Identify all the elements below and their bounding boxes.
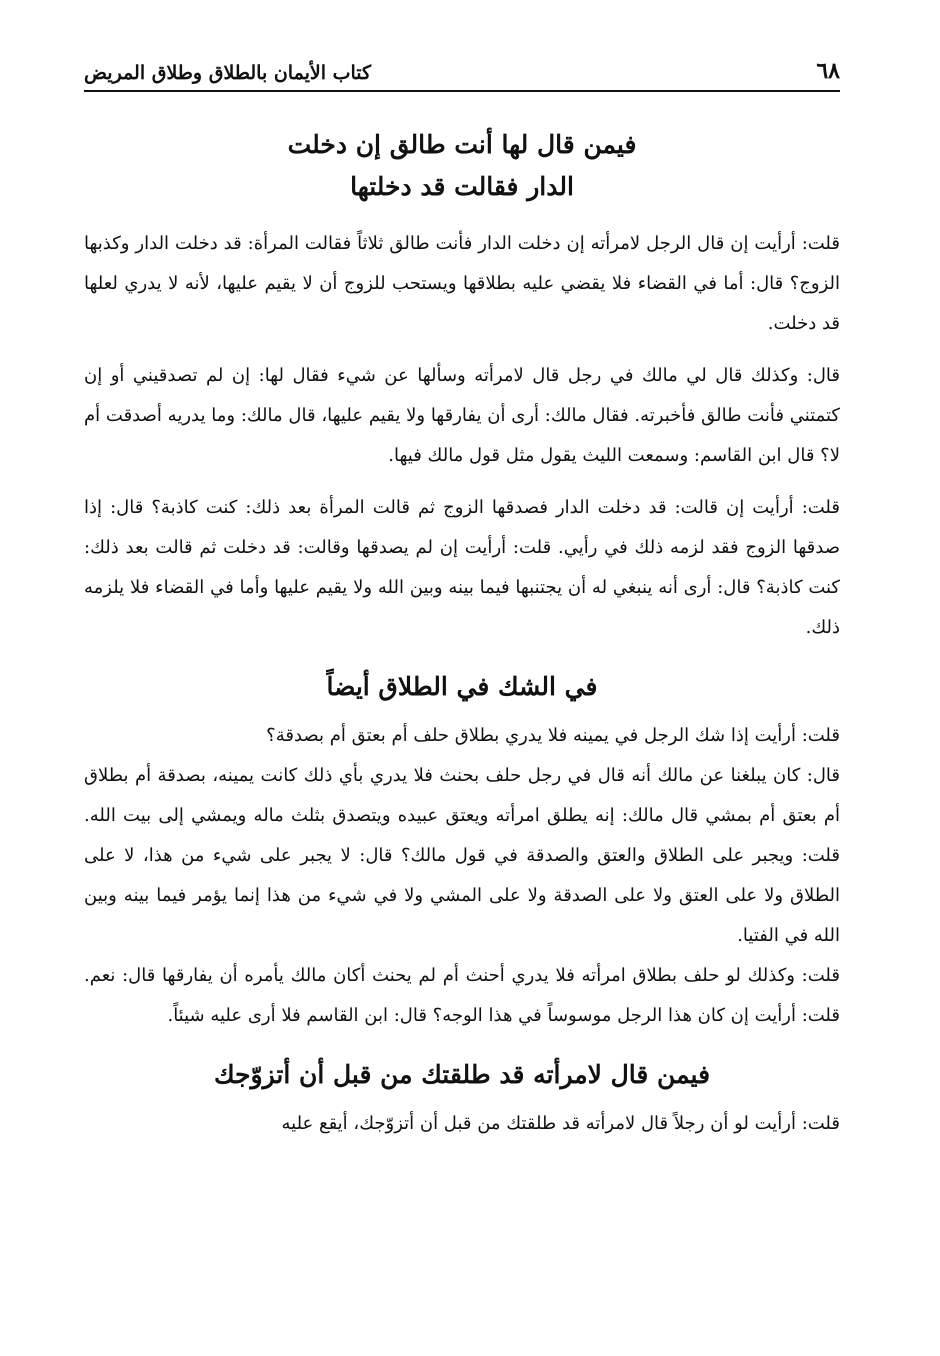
section-heading — [84, 666, 840, 708]
paragraph: قلت: أرأيت إن قالت: قد دخلت الدار فصدقها الزوج ثم قالت المرأة بعد ذلك: كنت كاذبة؟ قال: إذا صدقها الزوج فقد لزمه ذلك في رأيي. قلت: أرأيت إن لم يصدقها وقالت: قد دخلت ثم قالت بعد ذلك: كنت كاذبة؟ قال: أرى أنه ينبغي له أن يجتنبها فيما بينه وبين الله ولا يقيم عليها وأما في القضاء فلا يلزمه ذلك. — [84, 497, 840, 638]
paragraph: قلت: أرأيت لو أن رجلاً قال لامرأته قد طلقتك من قبل أن أتزوّجك، أيقع عليه — [281, 1113, 840, 1134]
paragraph: قلت: أرأيت إن قال الرجل لامرأته إن دخلت الدار فأنت طالق ثلاثاً فقالت المرأة: قد دخلت الدار وكذبها الزوج؟ قال: أما في القضاء فلا يقضي عليه بطلاقها ويستحب للزوج أن لا يقيم عليها، لأنه لا يدري لعلها قد دخلت. — [84, 233, 840, 334]
page-number: ٦٨ — [816, 58, 840, 84]
heading-line: فيمن قال لامرأته قد طلقتك من قبل أن أتزوّجك — [213, 1060, 711, 1089]
paragraph: قلت: أرأيت إذا شك الرجل في يمينه فلا يدري بطلاق حلف أم بعتق أم بصدقة؟ — [266, 725, 840, 746]
heading-line: في الشك في الطلاق أيضاً — [326, 672, 598, 701]
page-header — [84, 58, 840, 92]
section-heading — [84, 1054, 840, 1096]
paragraph: قال: كان يبلغنا عن مالك أنه قال في رجل حلف بحنث فلا يدري بأي ذلك كانت يمينه، بصدقة أم بطلاق أم بعتق أم بمشي قال مالك: إنه يطلق امرأته ويعتق عبيده ويتصدق بثلث ماله ويمشي إلى بيت الله. قلت: ويجبر على الطلاق والعتق والصدقة في قول مالك؟ قال: لا يجبر على شيء من هذا، لا على الطلاق ولا على العتق ولا على الصدقة ولا على المشي ولا في شيء من هذا إنما يؤمر فيما بينه وبين الله في الفتيا. — [84, 765, 840, 946]
paragraph: قلت: وكذلك لو حلف بطلاق امرأته فلا يدري أحنث أم لم يحنث أكان مالك يأمره أن يفارقها قال: نعم. قلت: أرأيت إن كان هذا الرجل موسوساً في هذا الوجه؟ قال: ابن القاسم فلا أرى عليه شيئاً. — [84, 965, 840, 1026]
running-title: كتاب الأيمان بالطلاق وطلاق المريض — [84, 62, 372, 84]
heading-line: فيمن قال لها أنت طالق إن دخلت — [287, 130, 637, 159]
page-body — [84, 118, 840, 1144]
heading-line: الدار فقالت قد دخلتها — [350, 172, 574, 201]
section-heading — [84, 124, 840, 208]
paragraph: قال: وكذلك قال لي مالك في رجل قال لامرأته وسألها عن شيء فقال لها: إن لم تصدقيني أو إن كتمتني فأنت طالق فأخبرته. فقال مالك: أرى أن يفارقها ولا يقيم عليها، قال مالك: وما يدريه أصدقت أم لا؟ قال ابن القاسم: وسمعت الليث يقول مثل قول مالك فيها. — [84, 365, 840, 466]
